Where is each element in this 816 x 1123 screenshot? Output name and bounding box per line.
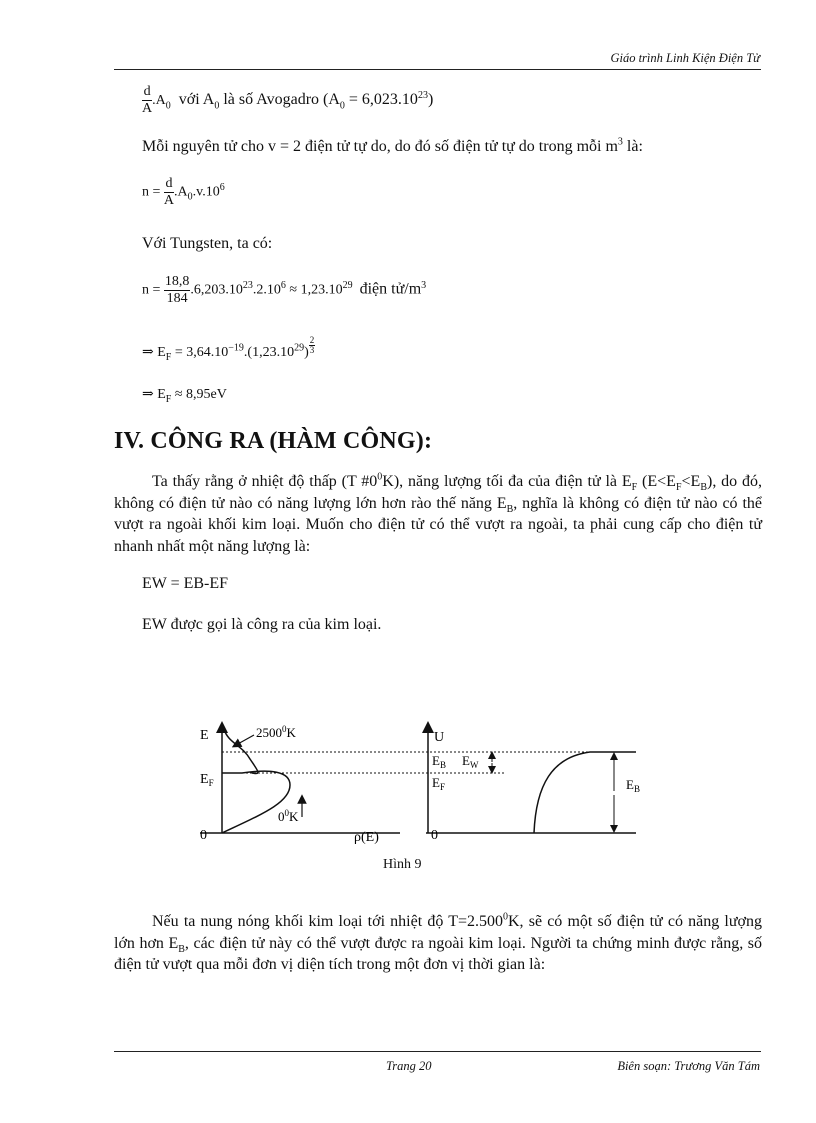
fraction-d-over-a <box>142 84 152 117</box>
frac-denominator: A <box>142 101 153 116</box>
subscript: B <box>178 943 185 955</box>
formula-text: = 6,023.10 <box>344 91 418 109</box>
subscript: B <box>506 503 514 515</box>
subscript: 0 <box>214 100 220 112</box>
subscript: F <box>675 482 682 494</box>
formula-ef-result <box>142 386 227 403</box>
formula-lhs: n = <box>142 282 161 298</box>
exponent-two-thirds <box>309 336 316 355</box>
fraction-d-over-a <box>164 176 174 209</box>
formula-lhs: n = <box>142 184 161 200</box>
formula-ef-expression <box>142 335 315 363</box>
superscript: 6 <box>280 280 286 292</box>
formula-term: ≈ 8,95eV <box>171 387 227 402</box>
formula-term: .2.10 <box>252 282 281 298</box>
superscript: 29 <box>342 280 353 292</box>
formula-text: là số Avogadro (A <box>219 91 340 109</box>
formula-term: ⇒ E <box>142 345 166 360</box>
section-heading: IV. CÔNG RA (HÀM CÔNG): <box>114 428 433 454</box>
subscript: B <box>700 482 707 494</box>
frac-numerator: d <box>143 84 151 99</box>
footer-author: Biên soạn: Trương Văn Tám <box>617 1059 760 1073</box>
right-eb-span-label: $E_B$ <box>626 777 640 794</box>
running-header: Giáo trình Linh Kiện Điện Tử <box>610 51 760 65</box>
formula-term: .(1,23.10 <box>243 345 295 360</box>
text: Ta thấy rằng ở nhiệt độ thấp (T #0 <box>152 473 378 490</box>
figure-caption: Hình 9 <box>383 857 422 872</box>
frac-denominator: A <box>163 193 175 208</box>
right-ew-label: $E_W$ <box>462 753 479 770</box>
superscript: 3 <box>617 136 623 148</box>
paragraph-tungsten: Với Tungsten, ta có: <box>142 235 273 252</box>
formula-n-tungsten <box>142 274 426 307</box>
right-origin-label: 0 <box>431 828 438 843</box>
text: Mỗi nguyên tử cho v = 2 điện tử tự do, do đó số điện tử tự do trong mỗi m <box>142 138 618 155</box>
paragraph-thermionic-emission <box>114 911 762 976</box>
left-y-label: E <box>200 728 209 743</box>
superscript: −19 <box>228 342 244 354</box>
fraction-18-8-over-184 <box>164 274 191 307</box>
left-ef-label: $E_F$ <box>200 772 214 788</box>
superscript: 6 <box>219 182 225 194</box>
text: , các điện tử này có thể vượt được ra ngoài kim loại. Người ta chứng minh được rằng, số điện tử vượt qua mỗi đơn vị diện tích trong một đơn vị thời gian là: <box>114 934 763 973</box>
frac-numerator: 2 <box>309 335 315 345</box>
label-0k: $0^0K$ <box>278 808 299 824</box>
subscript: 0 <box>339 100 345 112</box>
right-eb-label: $E_B$ <box>432 753 446 770</box>
subscript: F <box>165 351 172 363</box>
formula-term: ) <box>304 345 309 360</box>
formula-term: ⇒ E <box>142 387 166 402</box>
frac-denominator: 184 <box>166 291 188 306</box>
formula-avogadro <box>142 84 433 117</box>
formula-term: = 3,64.10 <box>171 345 229 360</box>
right-y-label: U <box>434 730 445 745</box>
frac-numerator: d <box>165 176 173 191</box>
paragraph-work-function-definition: EW được gọi là công ra của kim loại. <box>142 616 382 633</box>
text: (E<E <box>637 473 676 490</box>
formula-n-general <box>142 176 225 209</box>
formula-term: .6,203.10 <box>190 282 243 298</box>
formula-term: .A <box>152 93 166 109</box>
left-x-label: ρ(E) <box>354 830 379 845</box>
curve-potential-barrier <box>534 752 636 833</box>
text: , nghĩa là không có điện tử nào có thể vượt ra ngoài khối kim loại. Muốn cho điện tử có thể vượt ra ngoài, ta phải cung cấp cho điện tử nhanh nhất một năng lượng là: <box>114 494 762 555</box>
formula-term: .A <box>174 184 188 200</box>
superscript: 23 <box>417 89 428 101</box>
footer-page-number: Trang 20 <box>386 1059 432 1073</box>
subscript: 0 <box>187 191 193 203</box>
left-origin-label: 0 <box>200 828 207 843</box>
subscript: F <box>165 393 172 405</box>
label-2500k: 2500$^0$K <box>256 724 296 740</box>
footer-rule <box>114 1051 761 1052</box>
frac-numerator: 18,8 <box>164 274 190 289</box>
header-rule <box>114 69 761 70</box>
figure-energy-diagram <box>190 715 650 845</box>
superscript: 29 <box>294 342 305 354</box>
subscript: 0 <box>165 100 171 112</box>
text: K, sẽ có một số điện tử có năng lượng lớn hơn E <box>114 913 762 952</box>
paragraph-work-function-intro <box>114 471 762 557</box>
formula-term: ≈ 1,23.10 <box>285 282 343 298</box>
text: K), năng lượng tối đa của điện tử là E <box>382 473 632 490</box>
superscript: 3 <box>421 280 427 292</box>
right-ef-label: $E_F$ <box>432 775 445 792</box>
formula-term: .v.10 <box>192 184 220 200</box>
pointer-2500k <box>236 735 254 745</box>
formula-unit: điện tử/m <box>359 280 422 298</box>
frac-denominator: 3 <box>309 345 315 355</box>
superscript: 23 <box>242 280 253 292</box>
text: là: <box>622 138 643 155</box>
text: ), do đó, không có điện tử nào có năng lượng lớn hơn rào thế năng E <box>114 473 762 512</box>
text: <E <box>681 473 701 490</box>
formula-text: ) <box>427 91 434 109</box>
subscript: F <box>631 482 638 494</box>
superscript: 0 <box>503 911 508 923</box>
text: Nếu ta nung nóng khối kim loại tới nhiệt độ T=2.500 <box>152 913 503 930</box>
superscript: 0 <box>377 471 383 483</box>
formula-text: với A <box>178 91 215 109</box>
equation-work-function: EW = EB-EF <box>142 575 229 592</box>
paragraph-electrons-per-m3 <box>142 136 643 157</box>
